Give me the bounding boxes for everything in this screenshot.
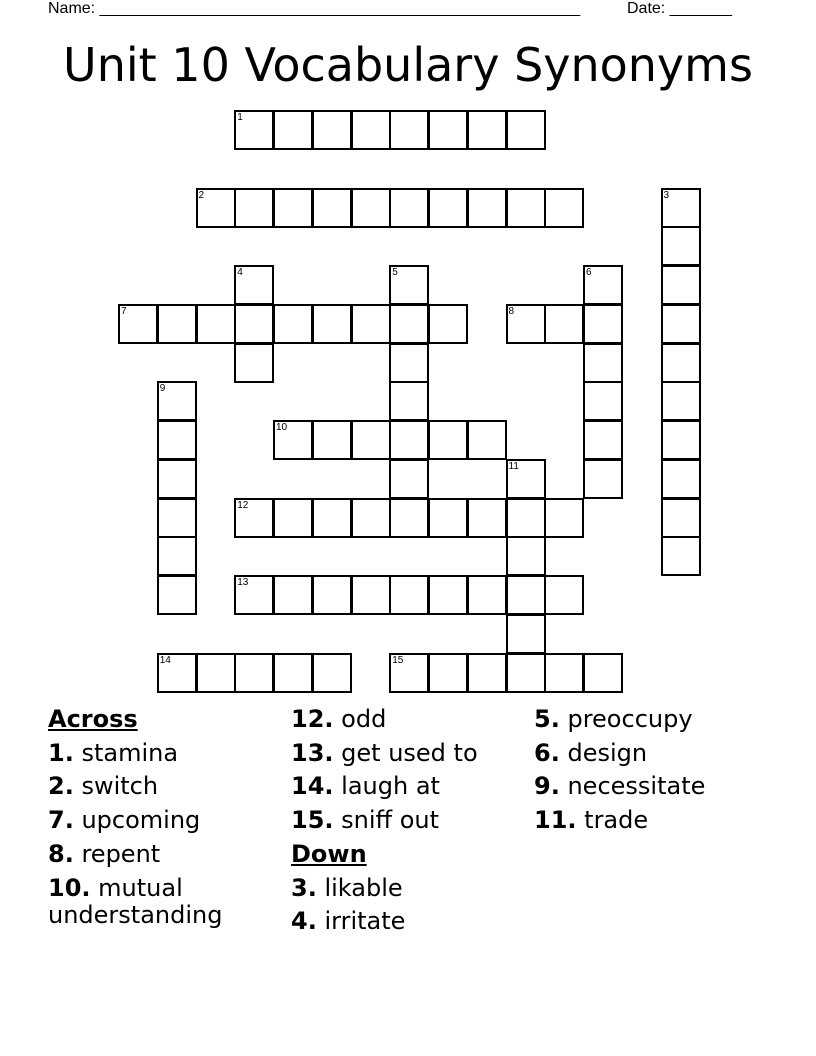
grid-cell[interactable]: [428, 653, 468, 693]
down-clue-5: 5. preoccupy: [534, 705, 693, 733]
grid-cell[interactable]: [273, 188, 313, 228]
clues-column-3: [534, 703, 705, 838]
grid-cell[interactable]: [351, 575, 391, 615]
across-clue-1: 1. stamina: [48, 738, 179, 767]
down-clue-4: 4. irritate: [291, 907, 406, 936]
clue-number: 12: [237, 499, 249, 511]
grid-cell[interactable]: [506, 498, 546, 538]
grid-cell[interactable]: [312, 188, 352, 228]
clue-number: 6: [586, 267, 592, 278]
clues-column-1: [48, 703, 248, 929]
clues-column-2: [291, 703, 478, 939]
grid-cell[interactable]: [506, 536, 546, 576]
clue-number: 5: [392, 267, 398, 278]
grid-cell[interactable]: [234, 498, 274, 538]
grid-cell[interactable]: [196, 304, 236, 344]
grid-cell[interactable]: [661, 226, 701, 266]
grid-cell[interactable]: [389, 420, 429, 460]
grid-cell[interactable]: [312, 304, 352, 344]
down-heading: Down: [291, 839, 367, 868]
across-clue-13: 13. get used to: [291, 738, 478, 767]
grid-cell[interactable]: [157, 381, 197, 421]
grid-cell[interactable]: [389, 381, 429, 421]
grid-cell[interactable]: [583, 420, 623, 460]
grid-cell[interactable]: [196, 653, 236, 693]
grid-cell[interactable]: [157, 575, 197, 615]
across-heading: Across: [48, 705, 138, 733]
grid-cell[interactable]: [428, 110, 468, 150]
name-field: Name: ______________________________________________________: [48, 0, 581, 17]
grid-cell[interactable]: [583, 265, 623, 305]
grid-cell[interactable]: [157, 653, 197, 693]
clue-number: 11: [508, 460, 519, 472]
grid-cell[interactable]: [389, 304, 429, 344]
grid-cell[interactable]: [661, 420, 701, 460]
grid-cell[interactable]: [583, 653, 623, 693]
grid-cell[interactable]: [312, 498, 352, 538]
grid-cell[interactable]: [118, 304, 158, 344]
clue-number: 2: [198, 189, 205, 201]
across-clue-12: 12. odd: [291, 705, 387, 733]
date-field: Date: _______: [627, 0, 732, 17]
grid-cell[interactable]: [583, 343, 623, 383]
clue-number: 4: [237, 267, 243, 278]
grid-cell[interactable]: [312, 575, 352, 615]
grid-cell[interactable]: [312, 653, 352, 693]
across-clue-10: 10. mutual understanding: [48, 873, 223, 929]
page-title: Unit 10 Vocabulary Synonyms: [63, 38, 753, 92]
grid-cell[interactable]: [234, 265, 274, 305]
grid-cell[interactable]: [389, 498, 429, 538]
grid-cell[interactable]: [389, 575, 429, 615]
grid-cell[interactable]: [428, 575, 468, 615]
grid-cell[interactable]: [428, 188, 468, 228]
grid-cell[interactable]: [428, 498, 468, 538]
grid-cell[interactable]: [661, 459, 701, 499]
grid-cell[interactable]: [234, 304, 274, 344]
clue-number: 7: [121, 305, 127, 317]
grid-cell[interactable]: [157, 536, 197, 576]
grid-cell[interactable]: [273, 420, 313, 460]
grid-cell[interactable]: [351, 420, 391, 460]
clue-number: 9: [159, 383, 166, 395]
grid-cell[interactable]: [234, 653, 274, 693]
grid-cell[interactable]: [583, 304, 623, 344]
grid-cell[interactable]: [467, 653, 507, 693]
across-clue-8: 8. repent: [48, 839, 161, 868]
grid-cell[interactable]: [351, 498, 391, 538]
grid-cell[interactable]: [544, 498, 584, 538]
grid-cell[interactable]: [506, 653, 546, 693]
grid-cell[interactable]: [389, 110, 429, 150]
grid-cell[interactable]: [506, 614, 546, 654]
grid-cell[interactable]: [661, 498, 701, 538]
grid-cell[interactable]: [157, 420, 197, 460]
grid-cell[interactable]: [661, 304, 701, 344]
down-clue-11: 11. trade: [534, 806, 649, 835]
grid-cell[interactable]: [428, 304, 468, 344]
grid-cell[interactable]: [467, 420, 507, 460]
down-clue-3: 3. likable: [291, 873, 403, 902]
down-clue-6: 6. design: [534, 738, 648, 767]
grid-cell[interactable]: [273, 110, 313, 150]
grid-cell[interactable]: [312, 110, 352, 150]
clue-number: 15: [392, 654, 404, 666]
clue-number: 3: [663, 189, 670, 201]
grid-cell[interactable]: [273, 498, 313, 538]
grid-cell[interactable]: [544, 188, 584, 228]
clue-number: 1: [237, 112, 243, 123]
grid-cell[interactable]: [506, 188, 546, 228]
across-clue-2: 2. switch: [48, 772, 159, 801]
clue-number: 13: [237, 577, 249, 588]
across-clue-14: 14. laugh at: [291, 772, 440, 801]
grid-cell[interactable]: [273, 304, 313, 344]
grid-cell[interactable]: [389, 265, 429, 305]
grid-cell[interactable]: [661, 265, 701, 305]
across-clue-7: 7. upcoming: [48, 806, 201, 835]
grid-cell[interactable]: [506, 304, 546, 344]
grid-cell[interactable]: [157, 459, 197, 499]
grid-cell[interactable]: [506, 575, 546, 615]
down-clue-9: 9. necessitate: [534, 772, 706, 801]
grid-cell[interactable]: [389, 343, 429, 383]
grid-cell[interactable]: [234, 110, 274, 150]
grid-cell[interactable]: [196, 188, 236, 228]
grid-cell[interactable]: [467, 188, 507, 228]
grid-cell[interactable]: [544, 653, 584, 693]
grid-cell[interactable]: [157, 304, 197, 344]
grid-cell[interactable]: [506, 459, 546, 499]
grid-cell[interactable]: [351, 188, 391, 228]
grid-cell[interactable]: [234, 575, 274, 615]
across-clue-15: 15. sniff out: [291, 806, 440, 835]
grid-cell[interactable]: [389, 459, 429, 499]
grid-cell[interactable]: [544, 575, 584, 615]
grid-cell[interactable]: [273, 653, 313, 693]
clue-number: 8: [508, 305, 515, 317]
grid-cell[interactable]: [661, 381, 701, 421]
grid-cell[interactable]: [467, 575, 507, 615]
grid-cell[interactable]: [506, 110, 546, 150]
grid-cell[interactable]: [351, 304, 391, 344]
grid-cell[interactable]: [312, 420, 352, 460]
grid-cell[interactable]: [661, 343, 701, 383]
grid-cell[interactable]: [467, 110, 507, 150]
grid-cell[interactable]: [467, 498, 507, 538]
grid-cell[interactable]: [583, 459, 623, 499]
clue-number: 14: [159, 654, 171, 666]
grid-cell[interactable]: [661, 536, 701, 576]
clue-number: 10: [276, 422, 288, 433]
grid-cell[interactable]: [351, 110, 391, 150]
grid-cell[interactable]: [273, 575, 313, 615]
grid-cell[interactable]: [157, 498, 197, 538]
grid-cell[interactable]: [661, 188, 701, 228]
grid-cell[interactable]: [544, 304, 584, 344]
grid-cell[interactable]: [389, 653, 429, 693]
grid-cell[interactable]: [389, 188, 429, 228]
grid-cell[interactable]: [234, 188, 274, 228]
grid-cell[interactable]: [428, 420, 468, 460]
grid-cell[interactable]: [583, 381, 623, 421]
grid-cell[interactable]: [234, 343, 274, 383]
